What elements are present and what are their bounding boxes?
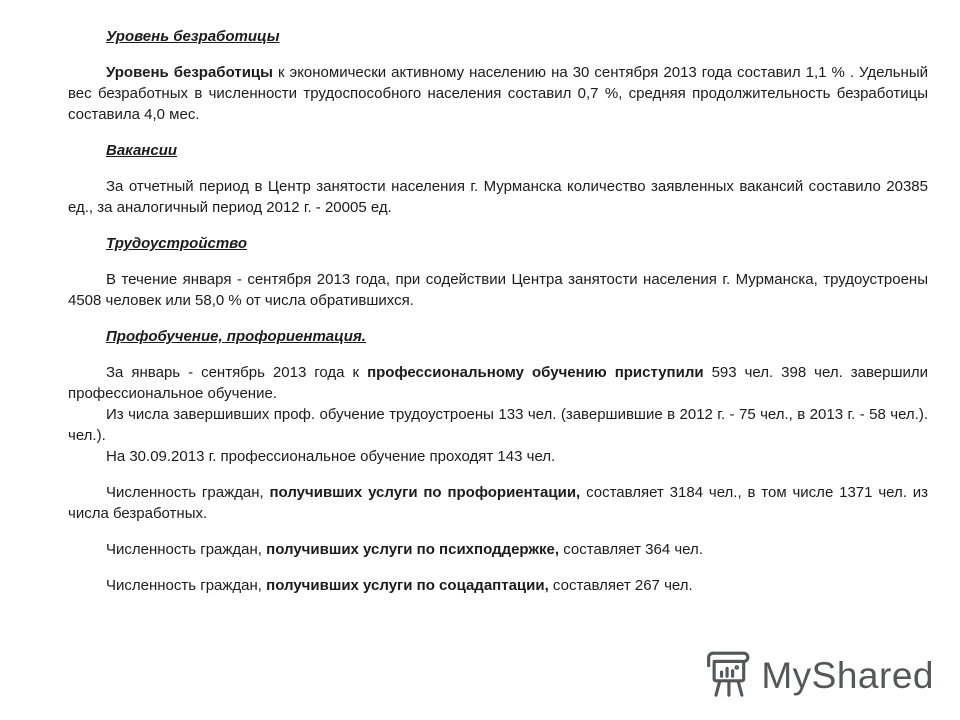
heading-vacancies [68, 140, 928, 161]
para-training-employed [68, 404, 928, 446]
text-run: составляет 364 чел. [559, 541, 703, 558]
text-run: Численность граждан, [106, 577, 267, 594]
para-unemployment-level [68, 62, 928, 125]
text-run: 593 чел. 398 чел. завершили профессиональное обучение. [68, 364, 928, 402]
heading-text: Трудоустройство [106, 235, 248, 252]
myshared-logo [704, 647, 934, 704]
para-social-adaptation [68, 575, 928, 596]
myshared-logo-text: MyShared [761, 655, 934, 696]
bold-run: получивших услуги по профориентации, [269, 484, 581, 501]
text-run: к экономически активному населению на 30 сентября 2013 года составил 1,1 % . Удельный вес безработных в численности трудоспособного населения составил 0,7 %, средняя продолжительность безработицы составила 4,0 мес. [68, 64, 929, 123]
heading-text: Вакансии [106, 142, 178, 159]
heading-text: Уровень безработицы [106, 28, 280, 45]
text-run: В течение января - сентября 2013 года, при содействии Центра занятости населения г. Мурманска, трудоустроены 4508 человек или 58,0 % от числа обратившихся. [68, 271, 928, 309]
text-run: За отчетный период в Центр занятости населения г. Мурманска количество заявленных вакансий составило 20385 ед., за аналогичный период 2012 г. - 20005 ед. [68, 178, 928, 216]
bold-run: получивших услуги по соцадаптации, [266, 577, 549, 594]
text-run: Численность граждан, [106, 484, 270, 501]
para-training-started [68, 362, 928, 404]
document-content [68, 26, 928, 596]
para-career-guidance [68, 482, 928, 524]
text-run: составляет 3184 чел., в том числе 1371 чел. из числа безработных. [68, 484, 929, 522]
heading-employment [68, 233, 928, 254]
para-vacancies [68, 176, 928, 218]
para-training-current [68, 446, 928, 467]
text-run: На 30.09.2013 г. профессиональное обучение проходят 143 чел. [106, 448, 556, 465]
heading-unemployment-level [68, 26, 928, 47]
text-run: составляет 267 чел. [548, 577, 693, 594]
bold-run: профессиональному обучению приступили [367, 364, 704, 381]
presentation-easel-icon [704, 647, 752, 704]
heading-training [68, 326, 928, 347]
para-psych-support [68, 539, 928, 560]
text-run: За январь - сентябрь 2013 года к [106, 364, 368, 381]
bold-run: получивших услуги по психподдержке, [266, 541, 560, 558]
heading-text: Профобучение, профориентация. [106, 328, 366, 345]
bold-run: Уровень безработицы [106, 64, 273, 81]
para-employment [68, 269, 928, 311]
text-run: Из числа завершивших проф. обучение трудоустроены 133 чел. (завершившие в 2012 г. - 75 чел., в 2013 г. - 58 чел.). чел.). [68, 406, 928, 444]
text-run: Численность граждан, [106, 541, 267, 558]
